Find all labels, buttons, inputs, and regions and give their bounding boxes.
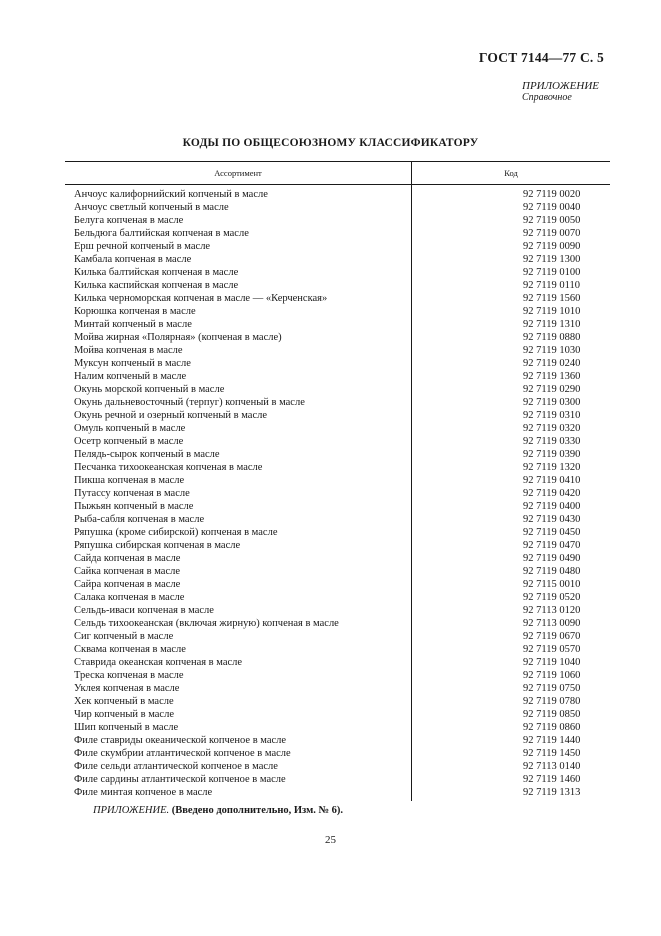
- table-cell-assortment: Песчанка тихоокеанская копченая в масле: [74, 462, 263, 473]
- standard-code-header: ГОСТ 7144—77 С. 5: [478, 50, 604, 65]
- page-number: 25: [325, 834, 336, 846]
- table-cell-assortment: Сайка копченая в масле: [74, 566, 180, 577]
- classifier-table: [65, 161, 610, 801]
- table-cell-code: 92 7119 1450: [523, 748, 581, 759]
- table-cell-code: 92 7119 0880: [523, 332, 581, 343]
- table-cell-assortment: Камбала копченая в масле: [74, 254, 192, 265]
- table-cell-assortment: Корюшка копченая в масле: [74, 306, 196, 317]
- table-cell-code: 92 7119 0390: [523, 449, 581, 460]
- table-cell-code: 92 7113 0120: [523, 605, 581, 616]
- table-cell-code: 92 7119 0780: [523, 696, 581, 707]
- table-cell-assortment: Хек копченый в масле: [74, 696, 174, 707]
- table-cell-code: 92 7119 1010: [523, 306, 581, 317]
- table-cell-code: 92 7119 1560: [523, 293, 581, 304]
- table-cell-assortment: Филе сельди атлантической копченое в масле: [74, 761, 278, 772]
- table-cell-code: 92 7119 0070: [523, 228, 581, 239]
- table-cell-code: 92 7119 0860: [523, 722, 581, 733]
- table-header: [65, 162, 610, 185]
- table-cell-code: 92 7119 0040: [523, 202, 581, 213]
- table-cell-code: 92 7119 0410: [523, 475, 581, 486]
- table-cell-code: 92 7119 1440: [523, 735, 581, 746]
- table-cell-code: 92 7119 1313: [523, 787, 581, 798]
- table-cell-code: 92 7119 0850: [523, 709, 581, 720]
- table-cell-assortment: Килька черноморская копченая в масле — «Керченская»: [74, 293, 328, 304]
- table-cell-code: 92 7119 1300: [523, 254, 581, 265]
- table-cell-assortment: Сквама копченая в масле: [74, 644, 186, 655]
- column-header-assortment: Ассортимент: [65, 162, 412, 184]
- appendix-note-text: (Введено дополнительно, Изм. № 6).: [171, 805, 344, 816]
- table-cell-assortment: Уклея копченая в масле: [74, 683, 180, 694]
- table-cell-assortment: Белуга копченая в масле: [74, 215, 184, 226]
- table-cell-code: 92 7119 1040: [523, 657, 581, 668]
- table-cell-assortment: Муксун копченый в масле: [74, 358, 191, 369]
- table-cell-assortment: Шип копченый в масле: [74, 722, 179, 733]
- table-cell-code: 92 7119 1060: [523, 670, 581, 681]
- table-cell-assortment: Сельдь тихоокеанская (включая жирную) копченая в масле: [74, 618, 339, 629]
- table-cell-code: 92 7119 0020: [523, 189, 581, 200]
- assortment-column: [65, 185, 412, 801]
- table-cell-assortment: Филе ставриды океанической копченое в масле: [74, 735, 287, 746]
- table-cell-assortment: Мойва копченая в масле: [74, 345, 183, 356]
- table-cell-code: 92 7119 1460: [523, 774, 581, 785]
- table-cell-assortment: Путассу копченая в масле: [74, 488, 190, 499]
- table-cell-assortment: Сиг копченый в масле: [74, 631, 174, 642]
- table-cell-assortment: Ряпушка сибирская копченая в масле: [74, 540, 241, 551]
- table-cell-code: 92 7119 0670: [523, 631, 581, 642]
- table-cell-code: 92 7119 0300: [523, 397, 581, 408]
- table-cell-assortment: Чир копченый в масле: [74, 709, 174, 720]
- table-cell-assortment: Мойва жирная «Полярная» (копченая в масле): [74, 332, 282, 343]
- table-cell-code: 92 7119 0240: [523, 358, 581, 369]
- table-cell-assortment: Ряпушка (кроме сибирской) копченая в масле: [74, 527, 278, 538]
- table-cell-code: 92 7119 0090: [523, 241, 581, 252]
- table-cell-code: 92 7113 0090: [523, 618, 581, 629]
- table-cell-assortment: Рыба-сабля копченая в масле: [74, 514, 205, 525]
- table-cell-code: 92 7119 0290: [523, 384, 581, 395]
- table-cell-code: 92 7119 0570: [523, 644, 581, 655]
- table-cell-code: 92 7119 0750: [523, 683, 581, 694]
- table-cell-code: 92 7119 0400: [523, 501, 581, 512]
- table-cell-code: 92 7119 0470: [523, 540, 581, 551]
- table-cell-code: 92 7119 0420: [523, 488, 581, 499]
- table-cell-assortment: Филе минтая копченое в масле: [74, 787, 213, 798]
- table-cell-code: 92 7119 0520: [523, 592, 581, 603]
- appendix-label: ПРИЛОЖЕНИЕ: [522, 80, 599, 92]
- table-cell-assortment: Пелядь-сырок копченый в масле: [74, 449, 220, 460]
- table-cell-code: 92 7113 0140: [523, 761, 581, 772]
- code-column: [412, 185, 610, 801]
- page-title: КОДЫ ПО ОБЩЕСОЮЗНОМУ КЛАССИФИКАТОРУ: [182, 137, 479, 149]
- table-cell-code: 92 7119 0480: [523, 566, 581, 577]
- table-cell-code: 92 7119 0050: [523, 215, 581, 226]
- table-cell-assortment: Филе скумбрии атлантической копченое в масле: [74, 748, 291, 759]
- table-cell-code: 92 7119 0450: [523, 527, 581, 538]
- table-cell-assortment: Ставрида океанская копченая в масле: [74, 657, 243, 668]
- table-cell-assortment: Треска копченая в масле: [74, 670, 184, 681]
- table-cell-assortment: Анчоус калифорнийский копченый в масле: [74, 189, 268, 200]
- table-cell-code: 92 7119 0320: [523, 423, 581, 434]
- table-cell-code: 92 7119 0430: [523, 514, 581, 525]
- table-cell-code: 92 7119 1310: [523, 319, 581, 330]
- appendix-label-block: [522, 80, 599, 104]
- table-cell-assortment: Налим копченый в масле: [74, 371, 187, 382]
- table-cell-assortment: Килька балтийская копченая в масле: [74, 267, 239, 278]
- table-body: [65, 185, 610, 801]
- appendix-note-label: ПРИЛОЖЕНИЕ.: [93, 805, 170, 816]
- appendix-sublabel: Справочное: [522, 92, 572, 103]
- table-cell-assortment: Омуль копченый в масле: [74, 423, 186, 434]
- appendix-note: [93, 805, 343, 816]
- table-cell-assortment: Ерш речной копченый в масле: [74, 241, 211, 252]
- table-cell-code: 92 7119 0330: [523, 436, 581, 447]
- table-cell-assortment: Бельдюга балтийская копченая в масле: [74, 228, 249, 239]
- table-cell-code: 92 7119 1320: [523, 462, 581, 473]
- table-cell-assortment: Анчоус светлый копченый в масле: [74, 202, 229, 213]
- table-cell-code: 92 7115 0010: [523, 579, 581, 590]
- table-cell-assortment: Сельдь-иваси копченая в масле: [74, 605, 214, 616]
- table-cell-assortment: Окунь речной и озерный копченый в масле: [74, 410, 268, 421]
- table-cell-code: 92 7119 0490: [523, 553, 581, 564]
- table-cell-assortment: Пыжьян копченый в масле: [74, 501, 194, 512]
- table-cell-code: 92 7119 0110: [523, 280, 580, 291]
- table-cell-assortment: Килька каспийская копченая в масле: [74, 280, 239, 291]
- table-cell-code: 92 7119 1030: [523, 345, 581, 356]
- table-cell-assortment: Минтай копченый в масле: [74, 319, 192, 330]
- column-header-code: Код: [504, 168, 518, 178]
- table-cell-assortment: Пикша копченая в масле: [74, 475, 185, 486]
- table-cell-assortment: Сайра копченая в масле: [74, 579, 181, 590]
- table-cell-code: 92 7119 1360: [523, 371, 581, 382]
- table-cell-assortment: Окунь морской копченый в масле: [74, 384, 225, 395]
- table-cell-assortment: Сайда копченая в масле: [74, 553, 181, 564]
- table-cell-assortment: Осетр копченый в масле: [74, 436, 184, 447]
- table-cell-assortment: Филе сардины атлантической копченое в масле: [74, 774, 286, 785]
- table-cell-assortment: Окунь дальневосточный (терпуг) копченый в масле: [74, 397, 305, 408]
- table-cell-code: 92 7119 0310: [523, 410, 581, 421]
- table-cell-code: 92 7119 0100: [523, 267, 581, 278]
- table-cell-assortment: Салака копченая в масле: [74, 592, 185, 603]
